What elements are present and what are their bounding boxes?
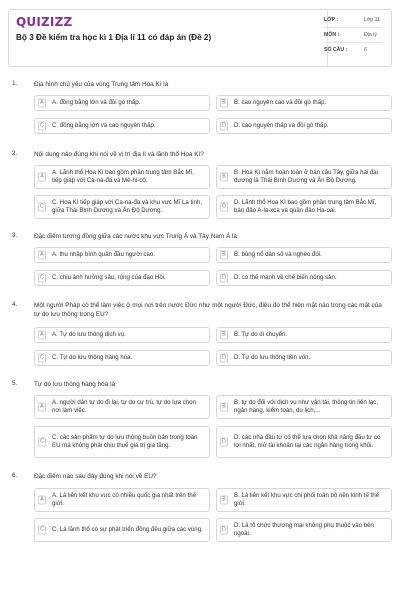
option-text: C. Tự do lưu thông hàng hóa. bbox=[52, 354, 133, 361]
option-6a[interactable] bbox=[34, 488, 210, 512]
option-6b[interactable] bbox=[216, 488, 392, 512]
option-text: C. các sản phẩm tự do lưu thông buôn bán trong toàn EU mà không phải chịu thuế giá trị gia tăng. bbox=[52, 434, 198, 449]
option-text: D. Lãnh thổ Hoa Kì bao gồm phần trung tâm Bắc Mĩ, bán đảo A-la-xca và quần đảo Ha-oai. bbox=[234, 199, 377, 214]
option-letter: D bbox=[220, 203, 228, 212]
option-letter: B bbox=[220, 331, 228, 340]
option-letter: D bbox=[220, 354, 228, 363]
option-text: D. Là tổ chức thương mại không phụ thuộc vào bên ngoài. bbox=[234, 522, 374, 537]
option-letter: C bbox=[38, 526, 46, 535]
option-letter: B bbox=[220, 251, 228, 260]
option-1a[interactable] bbox=[34, 95, 210, 111]
option-letter: D bbox=[220, 122, 228, 131]
option-text: B. tự do đối với dịch vụ như vận tải, thông tin liên lạc, ngân hàng, kiểm toán, du lịch,... bbox=[234, 399, 378, 414]
option-2d[interactable] bbox=[216, 195, 392, 219]
option-3a[interactable] bbox=[34, 247, 210, 263]
option-5c[interactable] bbox=[34, 426, 210, 458]
option-2a[interactable] bbox=[34, 165, 210, 189]
option-letter: A bbox=[38, 251, 46, 260]
option-4a[interactable] bbox=[34, 327, 210, 343]
option-1c[interactable] bbox=[34, 118, 210, 134]
question-number: 1. bbox=[12, 80, 18, 87]
option-text: A. người dân tự do đi lại, tự do cư trú, tự do lựa chọn nơi làm việc. bbox=[52, 399, 196, 414]
question-number: 4. bbox=[12, 301, 18, 308]
option-letter: D bbox=[220, 274, 228, 283]
option-text: C. chịu ảnh hưởng sâu, rộng của đạo Hồi. bbox=[52, 274, 166, 281]
option-3b[interactable] bbox=[216, 247, 392, 263]
question-number: 3. bbox=[12, 232, 18, 239]
option-text: B. Tự do di chuyển. bbox=[234, 331, 288, 338]
option-letter: B bbox=[220, 99, 228, 108]
option-text: B. cao nguyên cao và đồi gò thấp. bbox=[234, 99, 327, 106]
option-letter: B bbox=[220, 403, 228, 412]
question-text: Đặc điểm tương đồng giữa các nước khu vực Trung Á và Tây Nam Á là bbox=[34, 233, 237, 240]
option-text: C. Là lãnh thổ có sự phát triển đồng đều giữa các vùng. bbox=[52, 526, 203, 533]
option-5b[interactable] bbox=[216, 395, 392, 419]
option-text: D. Tự do lưu thông tiền vốn. bbox=[234, 354, 311, 361]
meta-value: 6 bbox=[364, 47, 367, 53]
worksheet-title: Bộ 3 Đề kiểm tra học kì 1 Địa lí 11 có đáp án (Đề 2) bbox=[16, 33, 212, 42]
option-3d[interactable] bbox=[216, 270, 392, 286]
question-text: Tự do lưu thông hàng hóa là bbox=[34, 381, 116, 388]
option-1b[interactable] bbox=[216, 95, 392, 111]
question-number: 6. bbox=[12, 472, 18, 479]
meta-divider bbox=[324, 27, 382, 28]
question-number: 2. bbox=[12, 150, 18, 157]
option-4c[interactable] bbox=[34, 350, 210, 366]
option-text: A. thu nhập bình quân đầu người cao. bbox=[52, 251, 155, 258]
option-letter: C bbox=[38, 438, 46, 447]
option-letter: A bbox=[38, 403, 46, 412]
option-text: A. Lãnh thổ Hoa Kì bao gồm phần trung tâm Bắc Mĩ, tiếp giáp với Ca-na-đa và Mê-hi-cô. bbox=[52, 169, 194, 184]
quizizz-logo: QUIZIZZ bbox=[16, 15, 73, 29]
meta-key: MÔN : bbox=[324, 32, 340, 38]
option-letter: C bbox=[38, 122, 46, 131]
option-text: A. Tự do lưu thông dịch vụ. bbox=[52, 331, 126, 338]
option-text: B. bùng nổ dân số và nghèo đói. bbox=[234, 251, 322, 258]
option-1d[interactable] bbox=[216, 118, 392, 134]
option-letter: D bbox=[220, 526, 228, 535]
meta-key: LỚP : bbox=[324, 17, 339, 23]
question-text: Một người Pháp có thể làm việc ở mọi nơi trên nước Đức như một người Đức, điều đó thể hiện mặt nào trong các mặt của tự do lưu thông trong EU? bbox=[34, 302, 382, 318]
option-5d[interactable] bbox=[216, 426, 392, 458]
option-4d[interactable] bbox=[216, 350, 392, 366]
question-text: Địa hình chủ yếu của vùng Trung tâm Hoa Kì là bbox=[34, 81, 169, 88]
option-letter: C bbox=[38, 203, 46, 212]
option-text: C. đồng bằng lớn và cao nguyên thấp. bbox=[52, 122, 156, 129]
option-letter: A bbox=[38, 496, 46, 505]
option-6d[interactable] bbox=[216, 518, 392, 542]
question-text: Đặc điểm nào sau đây đúng khi nói về EU? bbox=[34, 473, 157, 480]
meta-value: Lớp 11 bbox=[364, 17, 380, 23]
option-letter: B bbox=[220, 496, 228, 505]
option-text: D. có thế mạnh về chế biến nông sản. bbox=[234, 274, 337, 281]
option-4b[interactable] bbox=[216, 327, 392, 343]
option-text: D. các nhà đầu tư có thể lựa chọn khả năng đầu tư có lợi nhất, mở tài khoản tại các ngân hàng trong khối. bbox=[234, 434, 381, 449]
option-3c[interactable] bbox=[34, 270, 210, 286]
option-text: B. Là liên kết khu vực chi phối toàn bộ nền kinh tế thế giới. bbox=[234, 492, 380, 507]
meta-value: Địa lý bbox=[364, 32, 377, 38]
meta-key: SỐ CÂU : bbox=[324, 47, 348, 53]
question-number: 5. bbox=[12, 380, 18, 387]
option-text: A. đồng bằng lớn và đồi gò thấp. bbox=[52, 99, 141, 106]
option-letter: A bbox=[38, 173, 46, 182]
option-letter: C bbox=[38, 274, 46, 283]
meta-divider bbox=[324, 42, 382, 43]
question-text: Nội dung nào đúng khi nói về vị trí địa lí và lãnh thổ Hoa Kì? bbox=[34, 151, 204, 158]
option-text: B. Hoa Kì nằm hoàn toàn ở bán cầu Tây, giữa hai đại dương là Thái Bình Dương và Ấn Độ Dương. bbox=[234, 169, 379, 184]
option-letter: B bbox=[220, 173, 228, 182]
option-2c[interactable] bbox=[34, 195, 210, 219]
option-text: C. Hoa Kì tiếp giáp với Ca-na-đa và khu vực Mĩ La tinh, giữa Thái Bình Dương và Ấn Độ Dương. bbox=[52, 199, 202, 214]
option-text: D. cao nguyên thấp và đồi gò thấp. bbox=[234, 122, 329, 129]
option-letter: A bbox=[38, 99, 46, 108]
option-text: A. Là liên kết khu vực có nhiều quốc gia nhất trên thế giới. bbox=[52, 492, 196, 507]
option-letter: D bbox=[220, 438, 228, 447]
option-letter: A bbox=[38, 331, 46, 340]
option-6c[interactable] bbox=[34, 518, 210, 542]
option-5a[interactable] bbox=[34, 395, 210, 419]
option-letter: C bbox=[38, 354, 46, 363]
option-2b[interactable] bbox=[216, 165, 392, 189]
